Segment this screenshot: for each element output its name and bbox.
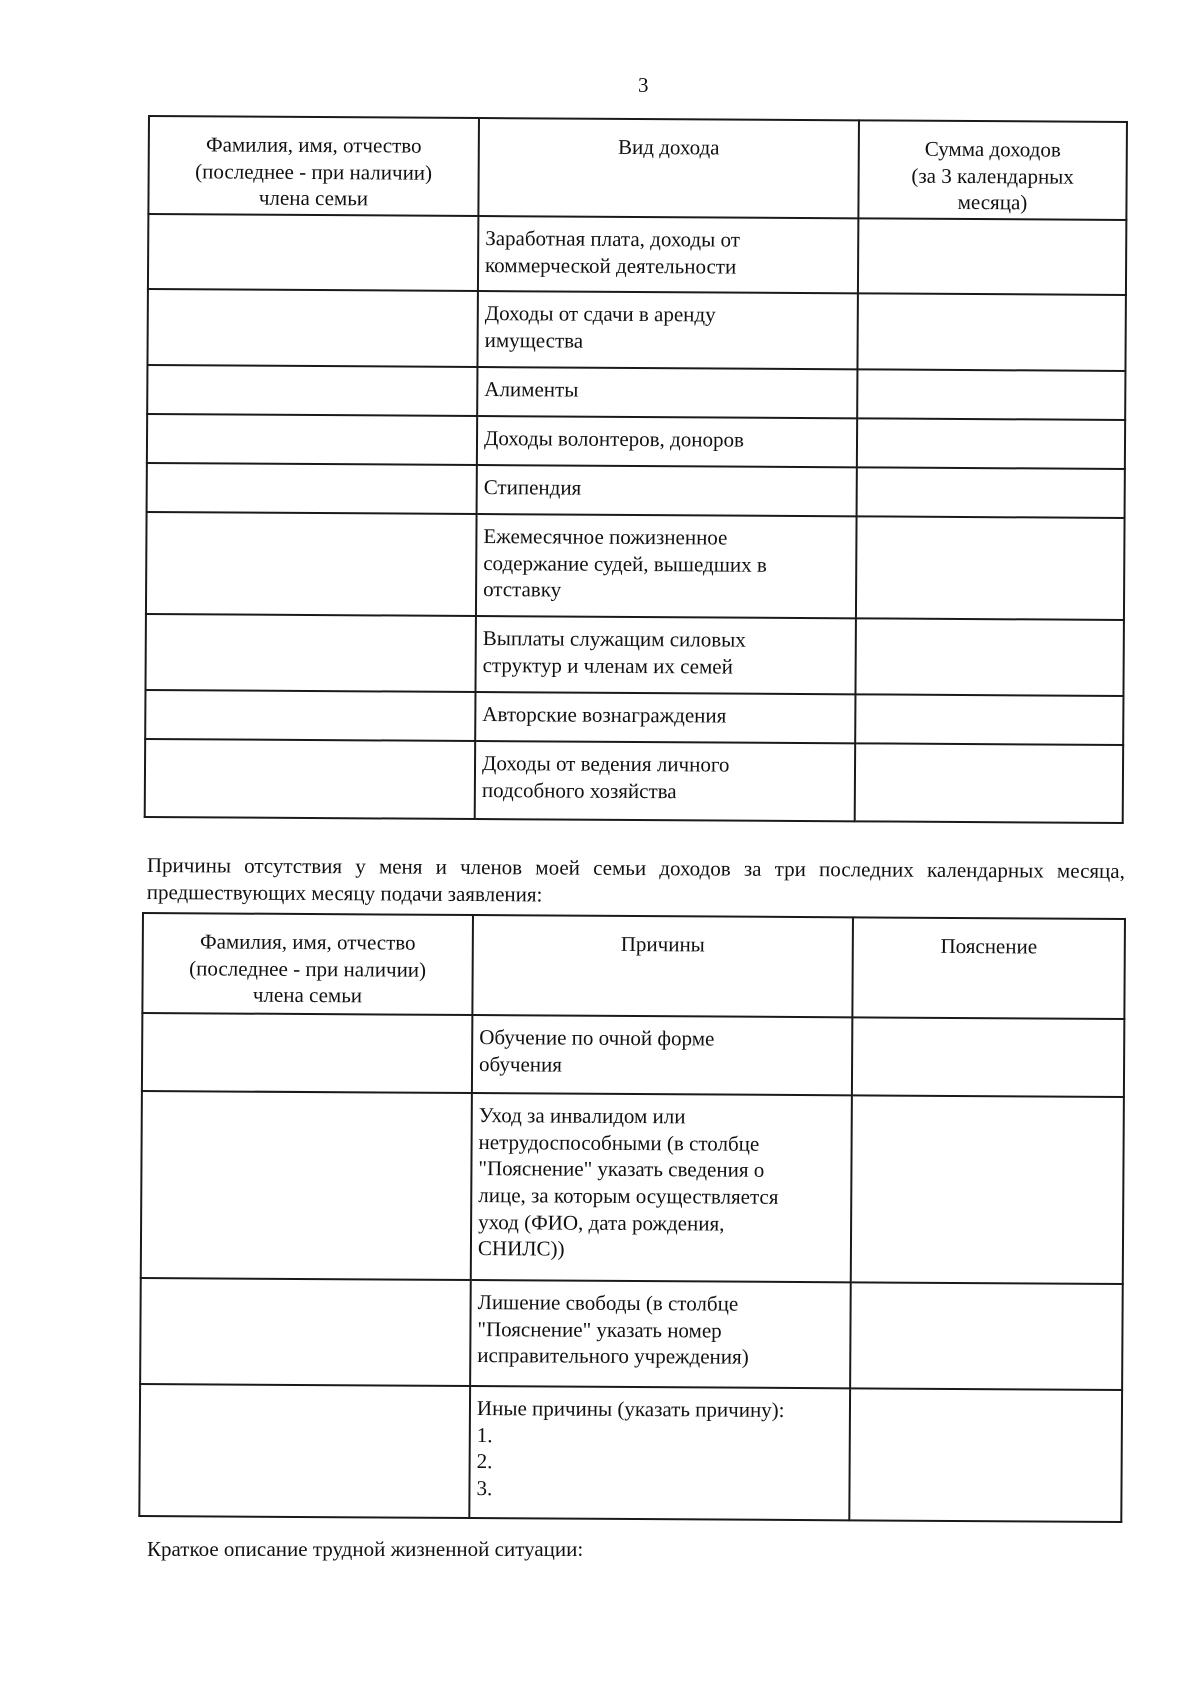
reasons-reason-header-line: Причины xyxy=(620,931,705,957)
income-member-cell[interactable] xyxy=(145,614,475,692)
income-member-header-line: (последнее - при наличии) xyxy=(195,158,433,185)
reasons-reason-header xyxy=(472,915,853,1017)
income-type-cell xyxy=(477,367,857,418)
income-type-line: Ежемесячное пожизненное xyxy=(483,524,728,550)
reasons-reason-line: нетрудоспособными (в столбце xyxy=(478,1129,760,1156)
reasons-row xyxy=(139,1384,1122,1522)
reasons-member-header-line: (последнее - при наличии) xyxy=(189,955,427,982)
reasons-reason-line: обучения xyxy=(479,1051,563,1077)
reasons-reason-line: лице, за которым осуществляется xyxy=(478,1183,779,1209)
income-table xyxy=(144,115,1128,824)
income-type-cell xyxy=(477,291,857,369)
income-type-line: Заработная плата, доходы от xyxy=(485,226,740,252)
income-amount-cell[interactable] xyxy=(855,743,1123,823)
income-type-line: структур и членам их семей xyxy=(482,652,733,679)
income-row xyxy=(147,289,1125,371)
reasons-reason-line: Обучение по очной форме xyxy=(479,1025,715,1051)
income-row xyxy=(147,463,1125,518)
reasons-reason-line: Уход за инвалидом или xyxy=(478,1103,686,1129)
reasons-reason-line: "Пояснение" указать сведения о xyxy=(478,1156,765,1183)
income-table-header-row xyxy=(148,116,1127,220)
reasons-reason-line: уход (ФИО, дата рождения, xyxy=(478,1209,725,1236)
income-amount-cell[interactable] xyxy=(856,516,1125,620)
income-type-line: коммерческой деятельности xyxy=(485,252,737,279)
income-amount-cell[interactable] xyxy=(857,418,1125,469)
income-row xyxy=(145,739,1123,823)
income-amount-cell[interactable] xyxy=(857,293,1125,371)
income-amount-cell[interactable] xyxy=(855,618,1123,696)
reasons-reason-cell xyxy=(469,1386,850,1520)
reasons-member-header-line: Фамилия, имя, отчество xyxy=(199,929,416,955)
other-reasons-list xyxy=(476,1422,842,1504)
income-type-line: Стипендия xyxy=(483,475,582,500)
income-member-cell[interactable] xyxy=(145,690,475,741)
income-type-cell xyxy=(475,741,855,821)
income-member-header-line: члена семьи xyxy=(258,185,369,211)
income-type-line: отставку xyxy=(483,577,562,602)
income-row xyxy=(145,614,1123,696)
page-number: 3 xyxy=(638,73,649,97)
reasons-member-cell[interactable] xyxy=(141,1091,472,1280)
reasons-reason-cell xyxy=(471,1093,852,1282)
income-amount-cell[interactable] xyxy=(857,467,1125,518)
income-type-line: содержание судей, вышедших в xyxy=(483,550,767,577)
income-type-line: Выплаты служащим силовых xyxy=(482,626,746,652)
reasons-member-header-line: члена семьи xyxy=(252,982,363,1008)
income-member-cell[interactable] xyxy=(146,512,477,616)
income-type-cell xyxy=(477,465,857,516)
reasons-row xyxy=(141,1091,1124,1284)
income-type-cell xyxy=(475,692,855,743)
income-type-line: Доходы от сдачи в аренду xyxy=(484,301,716,327)
reasons-reason-cell xyxy=(470,1280,851,1388)
reasons-table xyxy=(138,912,1126,1523)
other-reason-item[interactable]: 3. xyxy=(476,1476,493,1501)
reasons-explanation-cell[interactable] xyxy=(850,1282,1123,1390)
income-type-header xyxy=(478,118,859,218)
reasons-table-header-row xyxy=(142,913,1125,1019)
reasons-member-cell[interactable] xyxy=(140,1278,471,1386)
reasons-explanation-cell[interactable] xyxy=(849,1388,1122,1522)
income-member-cell[interactable] xyxy=(145,739,475,819)
reasons-reason-line: исправительного учреждения) xyxy=(477,1343,749,1370)
income-amount-header-line: месяца) xyxy=(957,190,1028,215)
other-reason-item[interactable]: 1. xyxy=(476,1422,493,1447)
reasons-member-header xyxy=(142,913,473,1015)
income-type-line: Авторские вознаграждения xyxy=(482,702,727,728)
income-type-line: Доходы от ведения личного xyxy=(481,751,730,777)
income-member-cell[interactable] xyxy=(148,214,478,291)
income-row xyxy=(147,365,1125,420)
income-member-cell[interactable] xyxy=(147,289,477,367)
income-type-line: подсобного хозяйства xyxy=(481,777,677,803)
income-type-cell xyxy=(478,216,858,293)
income-type-header-line: Вид дохода xyxy=(618,134,720,160)
income-amount-cell[interactable] xyxy=(857,369,1125,420)
income-amount-header-line: Сумма доходов xyxy=(924,136,1061,162)
reasons-explanation-header xyxy=(852,917,1125,1019)
situation-description-label: Краткое описание трудной жизненной ситуации: xyxy=(147,1537,584,1561)
income-member-cell[interactable] xyxy=(147,463,477,514)
income-type-cell xyxy=(475,616,855,694)
reasons-row xyxy=(142,1013,1124,1097)
reasons-member-cell[interactable] xyxy=(142,1013,472,1093)
reasons-row xyxy=(140,1278,1123,1390)
income-amount-cell[interactable] xyxy=(855,694,1123,745)
reasons-explanation-cell[interactable] xyxy=(851,1095,1124,1284)
income-row xyxy=(148,214,1126,295)
reasons-reason-line: "Пояснение" указать номер xyxy=(477,1316,722,1343)
income-amount-cell[interactable] xyxy=(858,218,1126,295)
income-amount-header xyxy=(858,120,1127,220)
income-member-cell[interactable] xyxy=(147,365,477,416)
reasons-intro-text: Причины отсутствия у меня и членов моей семьи доходов за три последних календарных месяца, предшествующих месяцу подачи заявления: xyxy=(146,853,1125,907)
income-row xyxy=(146,512,1125,620)
income-type-cell xyxy=(477,416,857,467)
income-row xyxy=(145,690,1123,745)
reasons-explanation-cell[interactable] xyxy=(852,1017,1124,1097)
income-member-header xyxy=(148,116,479,216)
income-amount-header-line: (за 3 календарных xyxy=(911,163,1074,189)
reasons-reason-line: Иные причины (указать причину): xyxy=(476,1396,785,1422)
income-type-cell xyxy=(476,514,857,618)
reasons-member-cell[interactable] xyxy=(139,1384,470,1518)
income-type-line: Доходы волонтеров, доноров xyxy=(483,426,745,452)
income-type-line: Алименты xyxy=(484,377,579,402)
income-member-header-line: Фамилия, имя, отчество xyxy=(205,132,422,158)
reasons-reason-cell xyxy=(472,1015,852,1095)
reasons-explanation-header-line: Пояснение xyxy=(940,933,1038,959)
income-row xyxy=(147,414,1125,469)
income-type-line: имущества xyxy=(484,327,584,353)
other-reason-item[interactable]: 2. xyxy=(476,1449,493,1474)
reasons-reason-line: Лишение свободы (в столбце xyxy=(477,1290,739,1316)
income-member-cell[interactable] xyxy=(147,414,477,465)
reasons-reason-line: СНИЛС)) xyxy=(477,1236,565,1261)
